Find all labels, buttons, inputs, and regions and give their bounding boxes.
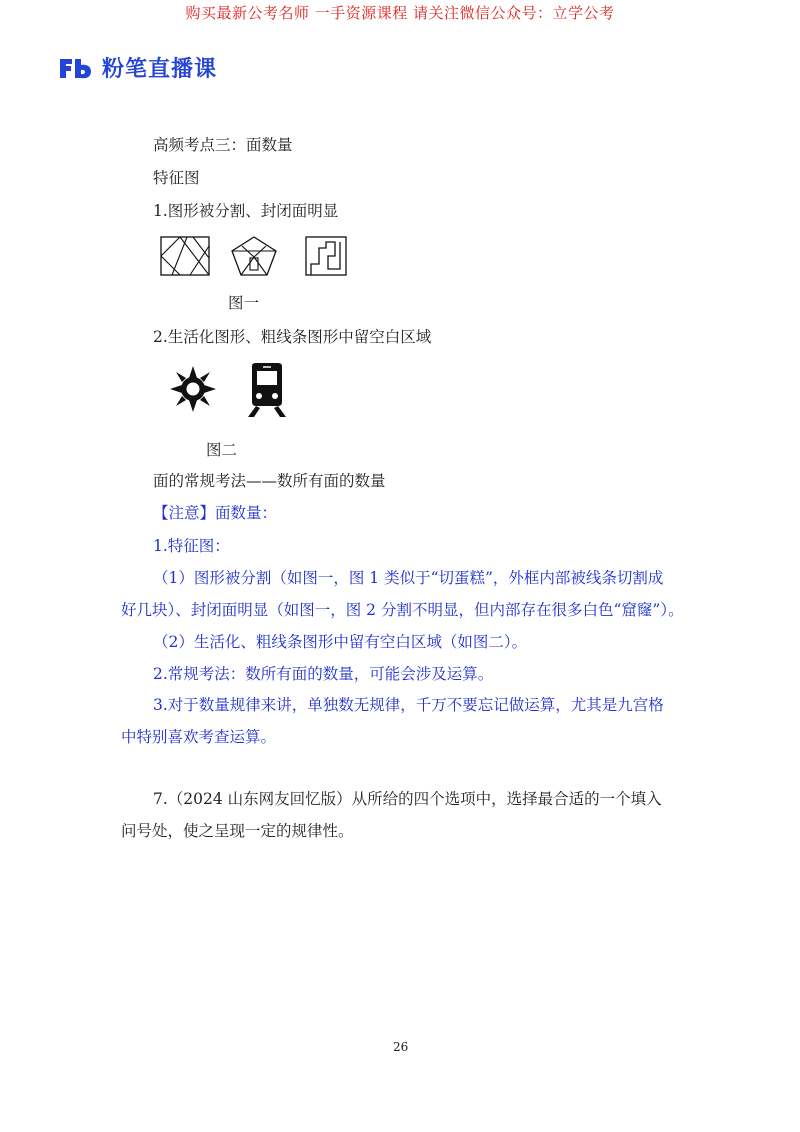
logo-text: 粉笔直播课 <box>102 57 218 82</box>
note-item-1b: （2）生活化、粗线条图形中留有空白区域（如图二）。 <box>153 633 528 651</box>
figure1-caption: 图一 <box>228 294 260 312</box>
question-line-1: 7.（2024 山东网友回忆版）从所给的四个选项中，选择最合适的一个填入 <box>153 790 662 808</box>
figure1-image-c <box>305 236 347 276</box>
figure2-caption: 图二 <box>206 441 238 459</box>
page-number: 26 <box>393 1040 409 1054</box>
note-item-3-line1: 3.对于数量规律来讲，单独数无规律，千万不要忘记做运算，尤其是九宫格 <box>153 696 664 714</box>
note-item-2: 2.常规考法：数所有面的数量，可能会涉及运算。 <box>153 665 494 683</box>
note-item-1a-line2: 好几块）、封闭面明显（如图一，图 2 分割不明显，但内部存在很多白色“窟窿”）。 <box>121 601 684 619</box>
train-icon <box>244 362 290 418</box>
point-1: 1.图形被分割、封闭面明显 <box>153 202 339 220</box>
brand-logo <box>58 52 217 83</box>
sun-icon <box>170 366 216 412</box>
promo-banner: 购买最新公考名师 一手资源课程 请关注微信公众号：立学公考 <box>185 4 615 22</box>
feature-label: 特征图 <box>153 169 200 187</box>
note-item-1a-line1: （1）图形被分割（如图一，图 1 类似于“切蛋糕”，外框内部被线条切割成 <box>153 569 664 587</box>
note-heading: 【注意】面数量： <box>153 504 278 522</box>
point-2: 2.生活化图形、粗线条图形中留空白区域 <box>153 328 432 346</box>
section-title: 高频考点三：面数量 <box>153 136 293 154</box>
question-line-2: 问号处，使之呈现一定的规律性。 <box>121 822 354 840</box>
fb-logo-icon <box>58 56 94 80</box>
method-line: 面的常规考法——数所有面的数量 <box>153 472 386 490</box>
note-item-1: 1.特征图： <box>153 537 230 555</box>
note-item-3-line2: 中特别喜欢考查运算。 <box>121 728 277 746</box>
figure1-image-a <box>160 236 210 276</box>
figure1-image-b <box>230 235 278 277</box>
